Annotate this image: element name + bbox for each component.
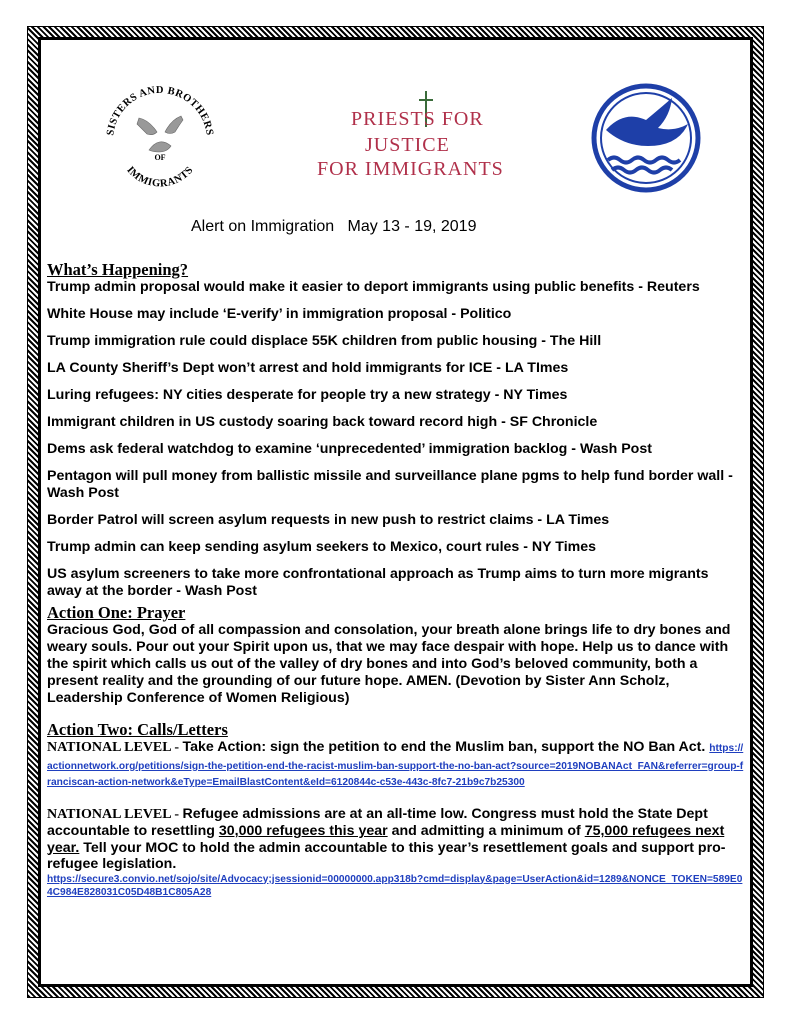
prayer-text: Gracious God, God of all compassion and consolation, your breath alone brings life to dry bones and weary souls. Pour out your Spirit upon us, that we may face despair with hope. Help us to dance with the spirit which calls us out of the valley of dry bones and into God’s beloved community, both a present reality and the grounding of our future hope. AMEN. (Devotion by Sister Ann Scholz, Leadership Conference of Women Religious) [47, 622, 731, 706]
petition-link[interactable]: https://actionnetwork.org/petitions/sign-the-petition-end-the-racist-muslim-ban-support-the-no-ban-act?source=2019NOBANAct_FAN&referrer=group-franciscan-action-network&eType=EmailBlastContent&eId=6120844c-c53e-443c-8fc7-21b9c7b25300 [47, 743, 744, 788]
news-item: Luring refugees: NY cities desperate for people try a new strategy - NY Times [47, 387, 568, 403]
action-text-2a: Refugee admissions are at an all-time low. Congress must hold the State Dept accountable to resettling [47, 805, 708, 839]
svg-text:SISTERS AND BROTHERS [105, 85, 215, 136]
alert-title: Alert on Immigration May 13 - 19, 2019 [191, 218, 477, 235]
action-underline-1: 30,000 refugees this year [218, 823, 388, 839]
news-item: Border Patrol will screen asylum requests in new push to restrict claims - LA Times [47, 512, 610, 528]
logo-center-line3: FOR IMMIGRANTS [317, 158, 504, 180]
logo-left-line3: IMMIGRANTS [124, 164, 196, 190]
action-block-2 [47, 806, 747, 899]
sisters-brothers-logo [99, 78, 221, 198]
news-item: White House may include ‘E-verify’ in immigration proposal - Politico [47, 306, 512, 322]
action-two-heading: Action Two: Calls/Letters [47, 720, 228, 739]
action-block-1 [47, 739, 747, 790]
news-item: Trump immigration rule could displace 55K children from public housing - The Hill [47, 333, 602, 349]
news-item: Dems ask federal watchdog to examine ‘unprecedented’ immigration backlog - Wash Post [47, 441, 652, 457]
news-item: LA County Sheriff’s Dept won’t arrest and hold immigrants for ICE - LA TImes [47, 360, 569, 376]
news-item: Trump admin proposal would make it easier to deport immigrants using public benefits - Reuters [47, 279, 700, 295]
priests-justice-logo [311, 91, 504, 183]
action-text-2c: Tell your MOC to hold the admin accountable to this year’s resettlement goals and support pro-refugee legislation. [47, 839, 726, 872]
news-item: Trump admin can keep sending asylum seekers to Mexico, court rules - NY Times [47, 539, 597, 555]
whats-happening-heading: What’s Happening? [47, 260, 189, 279]
action-text-2b: and admitting a minimum of [387, 823, 585, 839]
logo-center-line1: PRIESTS FOR [351, 108, 484, 130]
national-level-label: NATIONAL LEVEL - [47, 740, 183, 755]
advocacy-link[interactable]: https://secure3.convio.net/sojo/site/Advocacy;jsessionid=00000000.app318b?cmd=display&page=UserAction&id=1289&NONCE_TOKEN=589E04C984E828031C05D48B1C805A28 [47, 873, 743, 898]
dove-logo [590, 82, 702, 194]
news-item: Immigrant children in US custody soaring back toward record high - SF Chronicle [47, 414, 598, 430]
document-body [47, 261, 747, 899]
action-text-1: Take Action: sign the petition to end the Muslim ban, support the NO Ban Act. [182, 739, 710, 755]
news-list [47, 279, 747, 600]
news-item: US asylum screeners to take more confrontational approach as Trump aims to turn more migrants away at the border - Wash Post [47, 566, 709, 599]
action-underline-2: 75,000 refugees next year. [47, 823, 725, 856]
action-one-heading: Action One: Prayer [47, 603, 186, 622]
news-item: Pentagon will pull money from ballistic missile and surveillance plane pgms to help fund border wall - Wash Post [47, 468, 733, 501]
hands-icon [137, 116, 183, 152]
logo-center-line2: JUSTICE [365, 134, 450, 156]
logo-row [47, 58, 747, 198]
national-level-label: NATIONAL LEVEL - [47, 806, 183, 822]
logo-left-line1: SISTERS AND BROTHERS [105, 84, 215, 137]
logo-left-line2: OF [154, 153, 166, 162]
svg-text:IMMIGRANTS [124, 165, 195, 190]
